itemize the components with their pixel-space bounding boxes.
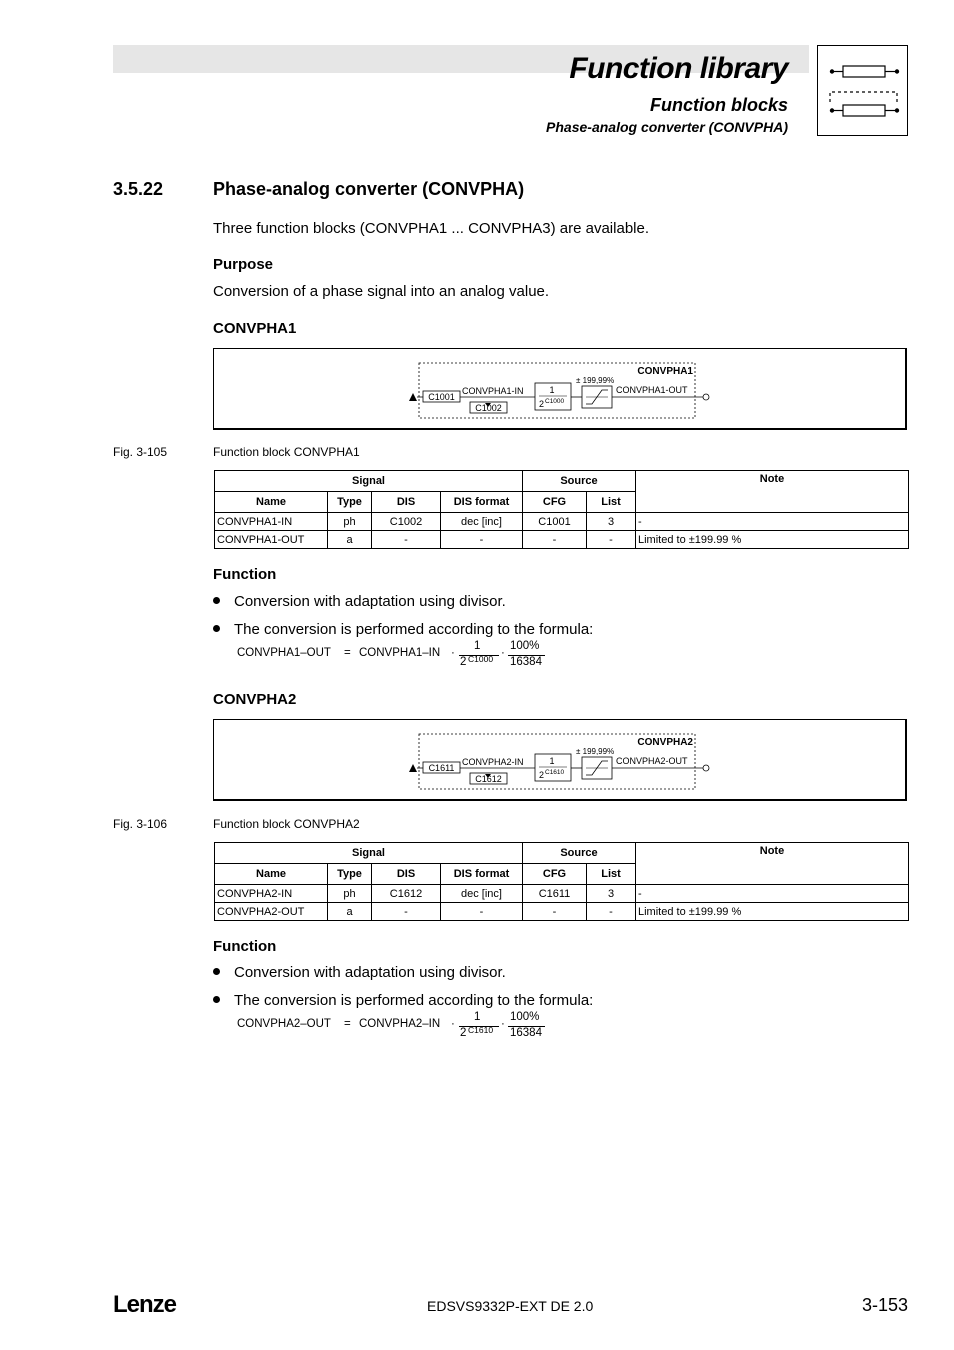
cell-type: a [328,903,372,921]
cell-note: Limited to ±199.99 % [636,903,909,921]
block1-name: CONVPHA1 [637,366,693,377]
cell-list: - [587,531,636,549]
cell-dis-format: - [441,903,523,921]
page-number: 3-153 [861,1295,908,1315]
cell-dis: - [372,903,441,921]
block1-formula: CONVPHA1–OUT = CONVPHA1–IN · 1 2 C1000 · 100% 16384 [237,640,557,672]
bullet-item: The conversion is performed according to the formula: [213,621,593,638]
block1-input-code: C1001 [428,392,455,402]
table-header: Note [636,843,909,885]
bullet-item: Conversion with adaptation using divisor. [213,964,506,981]
block2-input-code: C1611 [428,763,455,773]
purpose-text: Conversion of a phase signal into an analog value. [213,283,550,300]
section-title: Phase-analog converter (CONVPHA) [213,179,525,199]
intro-text: Three function blocks (CONVPHA1 ... CONVPHA3) are available. [213,220,650,237]
block1-function-heading: Function [213,566,277,583]
block1-signal-table [214,470,909,549]
column-header: Name [215,864,328,885]
chapter-subtitle: Function blocks [649,95,788,115]
cell-cfg: - [523,531,587,549]
column-header: DIS [372,492,441,513]
function-block-icon [817,45,908,136]
cell-dis: - [372,531,441,549]
chapter-title: Function library [569,52,788,85]
column-header: DIS format [441,492,523,513]
column-header: DIS format [441,864,523,885]
cell-note: Limited to ±199.99 % [636,531,909,549]
cell-name: CONVPHA2-IN [215,885,328,903]
cell-list: - [587,903,636,921]
table-header: Note [636,471,909,513]
block2-output-label: CONVPHA2-OUT [616,756,688,766]
cell-list: 3 [587,885,636,903]
bullet-item: The conversion is performed according to the formula: [213,992,593,1009]
block2-formula: CONVPHA2–OUT = CONVPHA2–IN · 1 2 C1610 · 100% 16384 [237,1011,557,1043]
cell-dis-format: dec [inc] [441,513,523,531]
lenze-logo: Lenze [113,1291,177,1318]
block2-input-label: CONVPHA2-IN [462,757,524,767]
output-terminal-icon [703,394,709,400]
column-header: CFG [523,492,587,513]
cell-dis-format: - [441,531,523,549]
cell-type: ph [328,885,372,903]
block1-display-code: C1002 [475,403,502,413]
cell-name: CONVPHA1-IN [215,513,328,531]
block2-denominator: 2 [539,770,545,780]
bullet-icon [213,625,220,632]
table-header: Source [523,471,636,492]
block2-signal-table [214,842,909,921]
cell-type: ph [328,513,372,531]
block2-diagram [213,719,907,801]
bullet-icon [213,597,220,604]
column-header: Type [328,864,372,885]
block1-input-label: CONVPHA1-IN [462,386,524,396]
document-id: EDSVS9332P-EXT DE 2.0 [427,1298,594,1314]
block2-display-code: C1612 [475,774,502,784]
cell-type: a [328,531,372,549]
block2-numerator: 1 [549,756,555,766]
block2-function-heading: Function [213,938,277,955]
block1-exponent: C1000 [545,398,565,405]
block1-output-label: CONVPHA1-OUT [616,385,688,395]
bullet-item: Conversion with adaptation using divisor. [213,593,506,610]
table-row [215,885,909,903]
output-terminal-icon [703,765,709,771]
block2-name: CONVPHA2 [637,737,693,748]
cell-dis: C1612 [372,885,441,903]
input-arrow-icon [409,393,417,401]
column-header: Name [215,492,328,513]
cell-note: - [636,885,909,903]
table-header: Source [523,843,636,864]
block2-heading: CONVPHA2 [213,691,297,708]
fig1-number: Fig. 3-105 [113,445,168,459]
bullet-icon [213,996,220,1003]
column-header: List [587,492,636,513]
block1-numerator: 1 [549,385,555,395]
table-row [215,513,909,531]
section-running-head: Phase-analog converter (CONVPHA) [546,119,788,135]
input-arrow-icon [409,764,417,772]
block1-denominator: 2 [539,399,545,409]
table-header: Signal [215,843,523,864]
bullet-icon [213,968,220,975]
cell-dis-format: dec [inc] [441,885,523,903]
fig2-caption: Function block CONVPHA2 [213,817,360,831]
block1-diagram [213,348,907,430]
cell-list: 3 [587,513,636,531]
cell-cfg: - [523,903,587,921]
block1-heading: CONVPHA1 [213,320,297,337]
block1-limit: ± 199,99% [576,376,615,385]
column-header: DIS [372,864,441,885]
cell-dis: C1002 [372,513,441,531]
cell-cfg: C1001 [523,513,587,531]
column-header: Type [328,492,372,513]
cell-name: CONVPHA1-OUT [215,531,328,549]
block2-exponent: C1610 [545,769,565,776]
column-header: List [587,864,636,885]
table-header: Signal [215,471,523,492]
cell-note: - [636,513,909,531]
cell-cfg: C1611 [523,885,587,903]
fig2-number: Fig. 3-106 [113,817,168,831]
column-header: CFG [523,864,587,885]
section-number: 3.5.22 [113,179,164,199]
purpose-heading: Purpose [213,256,274,273]
fig1-caption: Function block CONVPHA1 [213,445,360,459]
block2-limit: ± 199,99% [576,747,615,756]
table-row [215,903,909,921]
table-row [215,531,909,549]
cell-name: CONVPHA2-OUT [215,903,328,921]
